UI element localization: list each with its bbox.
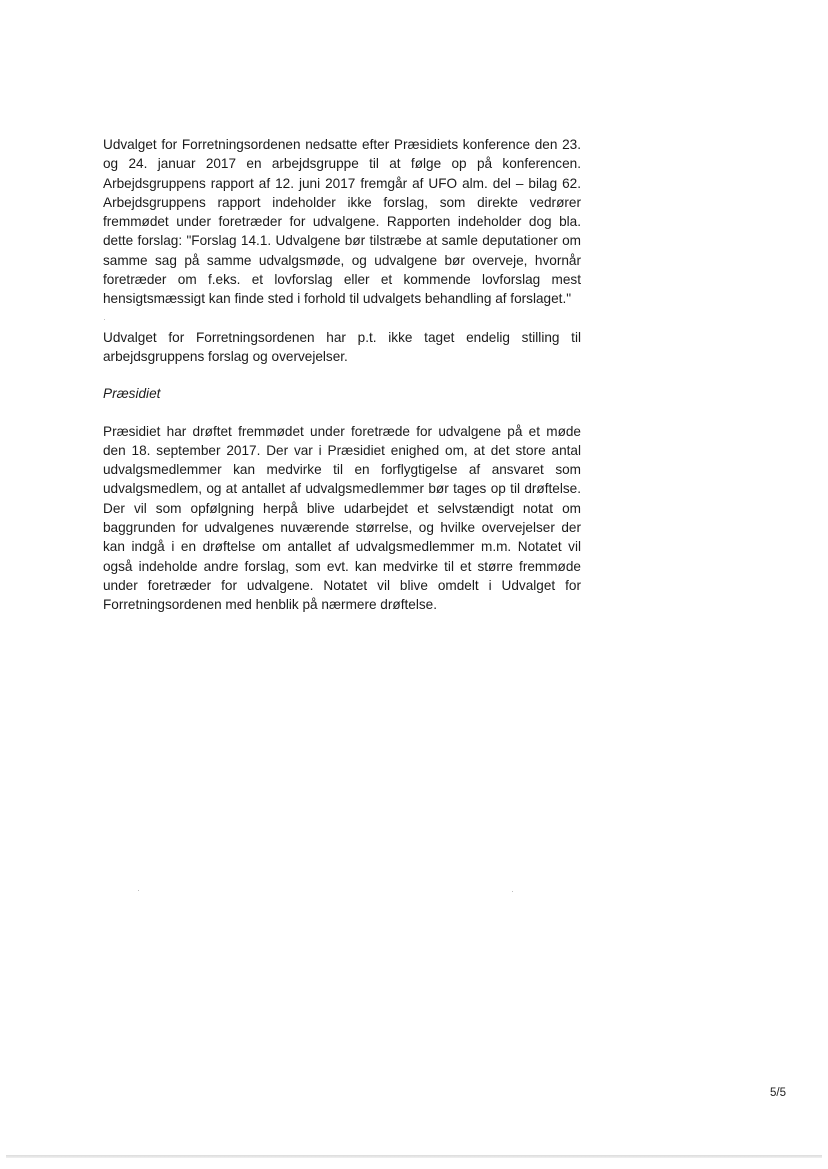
paragraph-arbejdsgruppe-rapport: Udvalget for Forretningsordenen nedsatte efter Præsidiets konference den 23. og 24. januar 2017 en arbejdsgruppe til at følge op på konferencen. Arbejdsgruppens rapport af 12. juni 2017 fremgår af UFO alm. del – bilag 62. Arbejdsgruppens rapport indeholder ikke forslag, som direkte vedrører fremmødet under foretræder for udvalgene. Rapporten indeholder dog bla. dette forslag: "Forslag 14.1. Udvalgene bør tilstræbe at samle deputationer om samme sag på samme udvalgsmøde, og udvalgene bør overveje, hvornår foretræder om f.eks. et lovforslag eller et kommende lovforslag mest hensigtsmæssigt kan finde sted i forhold til udvalgets behandling af forslaget.": [103, 137, 581, 307]
scan-speck: [512, 891, 513, 892]
scan-speck: [138, 890, 139, 891]
paragraph-ufo-stilling: Udvalget for Forretningsordenen har p.t. ikke taget endelig stilling til arbejdsgruppens forslag og overvejelser.: [103, 329, 581, 364]
section-heading-praesidiet: Præsidiet: [103, 386, 161, 402]
paragraph-praesidiet-droeftelse: Præsidiet har drøftet fremmødet under foretræde for udvalgene på et møde den 18. september 2017. Der var i Præsidiet enighed om, at det store antal udvalgsmedlemmer kan medvirke til en forflygtigelse af ansvaret som udvalgsmedlem, og at antallet af udvalgsmedlemmer bør tages op til drøftelse. Der vil som opfølgning herpå blive udarbejdet et selvstændigt notat om baggrunden for udvalgenes nuværende størrelse, og hvilke overvejelser der kan indgå i en drøftelse om antallet af udvalgsmedlemmer m.m. Notatet vil også indeholde andre forslag, som evt. kan medvirke til et større fremmøde under foretræder for udvalgene. Notatet vil blive omdelt i Udvalget for Forretningsordenen med henblik på nærmere drøftelse.: [103, 423, 581, 613]
page-number: 5/5: [770, 1087, 786, 1099]
document-body: [103, 135, 581, 615]
scan-bottom-edge: [6, 1155, 822, 1158]
scan-speck: [104, 319, 105, 320]
